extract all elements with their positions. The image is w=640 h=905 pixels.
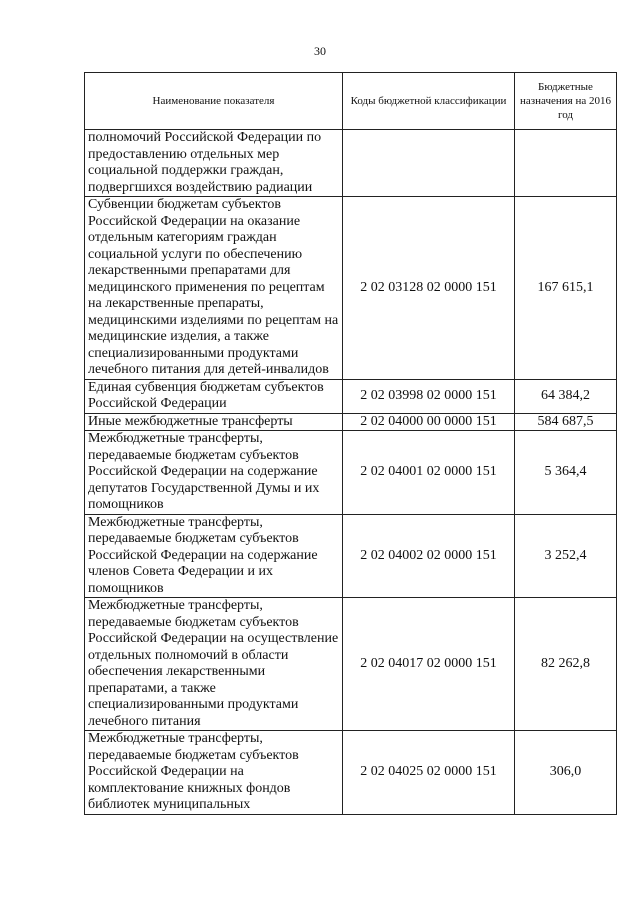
row-code	[343, 130, 515, 197]
header-code: Коды бюджетной классификации	[343, 73, 515, 130]
header-name: Наименование показателя	[85, 73, 343, 130]
table-row	[85, 731, 617, 815]
row-code: 2 02 04017 02 0000 151	[343, 598, 515, 731]
row-amount: 64 384,2	[515, 379, 617, 413]
table-row	[85, 413, 617, 431]
table-row	[85, 379, 617, 413]
budget-table	[84, 72, 617, 815]
page-number: 30	[314, 44, 326, 58]
row-name: Субвенции бюджетам субъектов Российской Федерации на оказание отдельным категориям граждан социальной услуги по обеспечению лекарственными препаратами для медицинского применения по рецептам на лекарственные препараты, медицинскими изделиями по рецептам на медицинские изделия, а также специализированными продуктами лечебного питания для детей-инвалидов	[85, 197, 343, 380]
row-code: 2 02 04001 02 0000 151	[343, 431, 515, 515]
row-amount: 167 615,1	[515, 197, 617, 380]
row-name: полномочий Российской Федерации по предоставлению отдельных мер социальной поддержки граждан, подвергшихся воздействию радиации	[85, 130, 343, 197]
row-amount: 306,0	[515, 731, 617, 815]
row-amount: 82 262,8	[515, 598, 617, 731]
row-name: Межбюджетные трансферты, передаваемые бюджетам субъектов Российской Федерации на комплектование книжных фондов библиотек муниципальных	[85, 731, 343, 815]
table-row	[85, 197, 617, 380]
row-name: Межбюджетные трансферты, передаваемые бюджетам субъектов Российской Федерации на содержание депутатов Государственной Думы и их помощников	[85, 431, 343, 515]
row-code: 2 02 04025 02 0000 151	[343, 731, 515, 815]
row-name: Единая субвенция бюджетам субъектов Российской Федерации	[85, 379, 343, 413]
table-header-row	[85, 73, 617, 130]
row-name: Иные межбюджетные трансферты	[85, 413, 343, 431]
row-name: Межбюджетные трансферты, передаваемые бюджетам субъектов Российской Федерации на осуществление отдельных полномочий в области обеспечения лекарственными препаратами, а также специализированными продуктами лечебного питания	[85, 598, 343, 731]
row-code: 2 02 04000 00 0000 151	[343, 413, 515, 431]
row-amount: 584 687,5	[515, 413, 617, 431]
row-code: 2 02 03998 02 0000 151	[343, 379, 515, 413]
row-code: 2 02 04002 02 0000 151	[343, 514, 515, 598]
table-row	[85, 598, 617, 731]
table-row	[85, 431, 617, 515]
row-amount	[515, 130, 617, 197]
row-amount: 3 252,4	[515, 514, 617, 598]
row-code: 2 02 03128 02 0000 151	[343, 197, 515, 380]
header-amount: Бюджетные назначения на 2016 год	[515, 73, 617, 130]
table-row	[85, 514, 617, 598]
table-row	[85, 130, 617, 197]
row-amount: 5 364,4	[515, 431, 617, 515]
row-name: Межбюджетные трансферты, передаваемые бюджетам субъектов Российской Федерации на содержание членов Совета Федерации и их помощников	[85, 514, 343, 598]
